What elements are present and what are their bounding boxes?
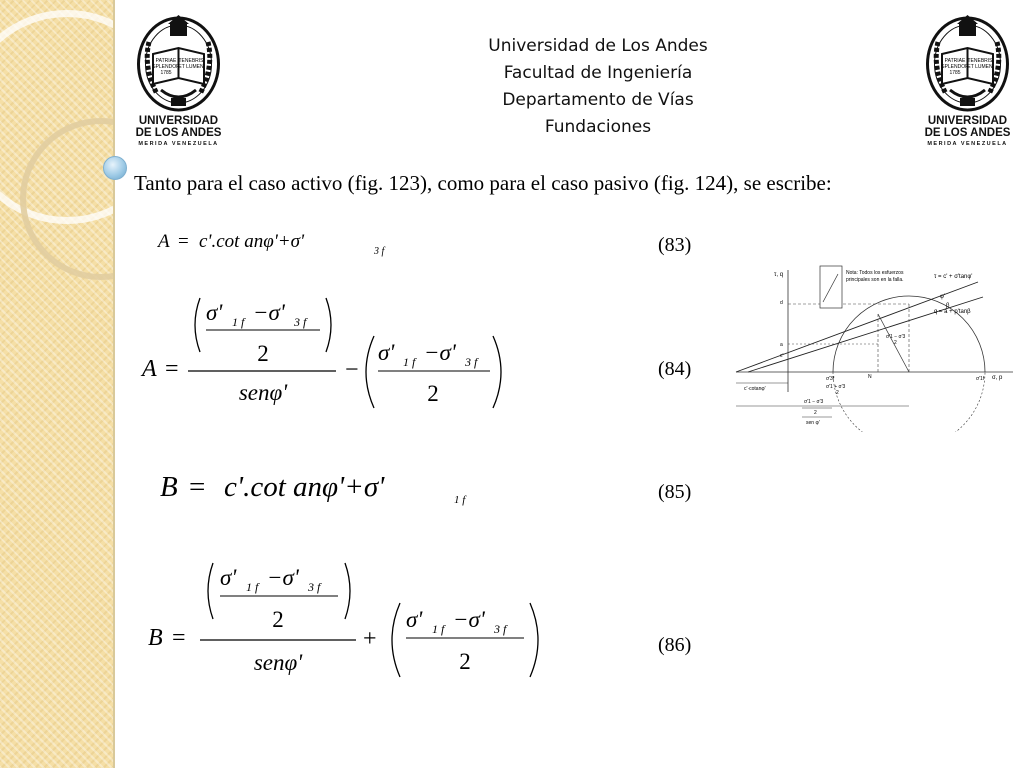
mohr-circle-figure — [728, 262, 1020, 432]
logo-text: UNIVERSIDAD — [927, 115, 1008, 127]
band-divider — [113, 0, 115, 768]
svg-text:a: a — [780, 342, 783, 348]
svg-text:1 f: 1 f — [432, 622, 445, 636]
bullet-icon — [103, 156, 127, 180]
figure-note: Nota: Todos los esfuerzos — [846, 270, 904, 276]
eq84-num-sigma1: σ' — [206, 300, 223, 325]
book-text: ET LUMEN — [967, 64, 993, 70]
book-text: ET LUMEN — [178, 64, 204, 70]
svg-text:2: 2 — [459, 649, 471, 674]
svg-text:2: 2 — [272, 607, 284, 632]
svg-text:3 f: 3 f — [308, 580, 321, 594]
svg-text:3 f: 3 f — [494, 622, 507, 636]
eq84-sub3: 3 f — [294, 315, 307, 329]
eq84-operator: − — [345, 357, 359, 383]
university-crest-icon — [131, 12, 226, 114]
svg-text:1 f: 1 f — [403, 355, 416, 369]
equation-83 — [156, 231, 386, 257]
eq83-subscript: 3 f — [374, 246, 385, 257]
svg-text:2: 2 — [427, 381, 439, 406]
logo-text: DE LOS ANDES — [924, 127, 1011, 139]
eq85-lhs: B — [160, 471, 178, 503]
book-text: SPLENDOR — [941, 64, 969, 70]
svg-text:−σ': −σ' — [424, 340, 456, 365]
eq83-lhs: A — [158, 231, 170, 252]
eq86-lhs: B — [148, 625, 163, 651]
mohr-diagram — [728, 262, 1020, 432]
equation-number-84: (84) — [658, 358, 692, 380]
svg-text:sen φ': sen φ' — [806, 420, 820, 426]
logo-text: DE LOS ANDES — [135, 127, 222, 139]
eq84-lhs: A — [142, 356, 157, 382]
svg-text:σ': σ' — [406, 607, 423, 632]
svg-text:1 f: 1 f — [246, 580, 259, 594]
svg-text:=: = — [178, 231, 189, 252]
svg-text:d: d — [780, 300, 783, 306]
svg-text:N: N — [868, 374, 872, 380]
book-text: TENEBRIS — [178, 58, 204, 64]
svg-text:σ': σ' — [220, 565, 237, 590]
figure-note: principales son en la falla. — [846, 277, 904, 283]
eq86-operator: + — [363, 626, 377, 652]
svg-text:σ'1 + σ'3: σ'1 + σ'3 — [826, 384, 846, 390]
university-name: Universidad de Los Andes — [488, 36, 708, 56]
svg-text:c': c' — [780, 353, 784, 359]
book-text: PATRIAE — [155, 58, 177, 64]
svg-text:c'·cotanφ': c'·cotanφ' — [744, 386, 766, 392]
book-text: 1785 — [160, 70, 172, 76]
equation-number-85: (85) — [658, 481, 692, 503]
kline-label: q = a + p'tanβ — [934, 309, 971, 315]
svg-text:σ': σ' — [378, 340, 395, 365]
department-name: Departamento de Vías — [502, 90, 694, 110]
slide-header — [380, 33, 816, 141]
equation-84 — [140, 298, 501, 408]
svg-text:−σ': −σ' — [267, 565, 299, 590]
equation-number-83: (83) — [658, 234, 692, 256]
university-crest-icon — [920, 12, 1015, 114]
eq85-subscript: 1 f — [454, 494, 466, 506]
book-text: PATRIAE — [944, 58, 966, 64]
eq84-sub1: 1 f — [232, 315, 245, 329]
svg-text:2: 2 — [814, 410, 817, 416]
university-logo-right — [920, 12, 1015, 152]
svg-text:σ'1 − σ'3: σ'1 − σ'3 — [886, 334, 906, 340]
equation-86 — [148, 563, 538, 677]
svg-text:=: = — [165, 356, 179, 382]
svg-text:−σ': −σ' — [453, 607, 485, 632]
svg-text:σ'3f: σ'3f — [826, 376, 835, 382]
intro-text: Tanto para el caso activo (fig. 123), como para el caso pasivo (fig. 124), se escribe: — [134, 171, 832, 195]
eq85-rhs: c'.cot anφ'+σ' — [224, 471, 385, 503]
eq86-denominator: senφ' — [253, 650, 303, 675]
envelope-label: τ = c' + σ'tanφ' — [934, 274, 973, 280]
svg-text:β: β — [946, 303, 950, 309]
svg-text:σ'1f: σ'1f — [976, 376, 985, 382]
equation-85 — [160, 471, 467, 506]
book-text: SPLENDOR — [152, 64, 180, 70]
equation-number-86: (86) — [658, 634, 692, 656]
course-name: Fundaciones — [544, 117, 652, 137]
svg-text:=: = — [172, 625, 186, 651]
svg-text:σ'1 − σ'3: σ'1 − σ'3 — [804, 399, 824, 405]
svg-text:3 f: 3 f — [465, 355, 478, 369]
university-logo-left — [131, 12, 226, 152]
logo-text: MERIDA VENEZUELA — [927, 141, 1008, 147]
faculty-name: Facultad de Ingeniería — [503, 63, 693, 83]
logo-text: MERIDA VENEZUELA — [138, 141, 219, 147]
side-decoration — [0, 0, 113, 768]
svg-text:=: = — [189, 471, 206, 503]
svg-text:2: 2 — [894, 340, 897, 346]
book-text: 1785 — [949, 70, 961, 76]
eq84-two: 2 — [257, 341, 269, 366]
svg-text:2: 2 — [836, 390, 839, 396]
eq84-denominator: senφ' — [238, 380, 288, 405]
eq83-rhs: c'.cot anφ'+σ' — [199, 231, 305, 252]
eq84-minus-sigma3: −σ' — [253, 300, 285, 325]
logo-text: UNIVERSIDAD — [138, 115, 219, 127]
svg-text:φ': φ' — [940, 294, 946, 300]
tau-axis-label: τ, q — [774, 272, 784, 278]
sigma-axis-label: σ, p — [992, 375, 1003, 381]
book-text: TENEBRIS — [967, 58, 993, 64]
